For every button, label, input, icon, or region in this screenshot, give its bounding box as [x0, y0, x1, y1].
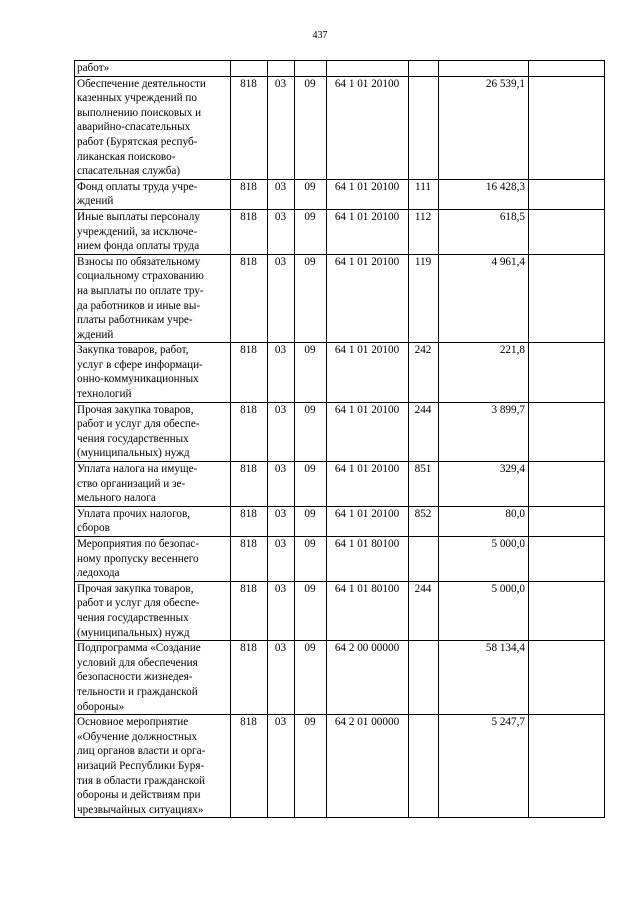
cell-name-line: платы работникам учре- — [77, 314, 193, 327]
cell-name-line: ликанская поисково- — [77, 150, 176, 163]
cell-subsection: 09 — [295, 209, 327, 254]
cell-section: 03 — [268, 402, 295, 461]
cell-empty — [529, 641, 605, 715]
cell-expense-type: 852 — [409, 506, 439, 536]
cell-name — [75, 209, 231, 254]
cell-name-line: лиц органов власти и орга- — [77, 745, 206, 758]
cell-amount: 221,8 — [439, 343, 529, 402]
cell-target-article: 64 1 01 20100 — [327, 402, 409, 461]
cell-name-line: условий для обеспечения — [77, 656, 198, 669]
cell-name-line: казенных учреждений по — [77, 92, 198, 105]
cell-empty — [529, 179, 605, 209]
cell-amount: 5 000,0 — [439, 537, 529, 582]
cell-section: 03 — [268, 179, 295, 209]
cell-ministry-code: 818 — [231, 537, 268, 582]
cell-expense-type: 244 — [409, 581, 439, 640]
table-row — [75, 581, 605, 640]
cell-name-line: тельности и гражданской — [77, 685, 198, 698]
cell-empty — [529, 343, 605, 402]
cell-name-line: Иные выплаты персоналу — [77, 210, 200, 223]
cell-section: 03 — [268, 343, 295, 402]
table-row — [75, 462, 605, 507]
cell-name-line: ждений — [77, 328, 114, 341]
cell-name-line: обороны» — [77, 700, 125, 713]
cell-name — [75, 76, 231, 179]
cell-section: 03 — [268, 76, 295, 179]
cell-ministry-code: 818 — [231, 343, 268, 402]
cell-name-line: (муниципальных) нужд — [77, 447, 190, 460]
cell-expense-type: 244 — [409, 402, 439, 461]
cell-expense-type: 851 — [409, 462, 439, 507]
cell-subsection: 09 — [295, 715, 327, 818]
cell-section: 03 — [268, 254, 295, 343]
cell-name-line: (муниципальных) нужд — [77, 626, 190, 639]
cell-name-line: спасательная служба) — [77, 165, 181, 178]
budget-table — [74, 60, 605, 818]
cell-name-line: учреждений, за исключе- — [77, 225, 198, 238]
cell-amount: 58 134,4 — [439, 641, 529, 715]
cell-amount: 3 899,7 — [439, 402, 529, 461]
cell-empty — [529, 506, 605, 536]
page-number: 437 — [312, 30, 328, 41]
cell-target-article: 64 1 01 80100 — [327, 581, 409, 640]
table-row — [75, 343, 605, 402]
cell-section: 03 — [268, 581, 295, 640]
cell-subsection: 09 — [295, 462, 327, 507]
table-row — [75, 179, 605, 209]
cell-section: 03 — [268, 462, 295, 507]
cell-empty — [529, 462, 605, 507]
cell-name-line: ледохода — [77, 567, 120, 580]
cell-name-line: аварийно-спасательных — [77, 121, 191, 134]
cell-target-article: 64 2 00 00000 — [327, 641, 409, 715]
cell-amount: 329,4 — [439, 462, 529, 507]
cell-section: 03 — [268, 537, 295, 582]
cell-ministry-code: 818 — [231, 402, 268, 461]
cell-expense-type — [409, 537, 439, 582]
cell-ministry-code: 818 — [231, 581, 268, 640]
cell-subsection: 09 — [295, 581, 327, 640]
cell-ministry-code: 818 — [231, 506, 268, 536]
cell-expense-type — [409, 641, 439, 715]
cell-target-article: 64 1 01 20100 — [327, 343, 409, 402]
cell-name-line: безопасности жизнедея- — [77, 671, 193, 684]
cell-name-line: онно-коммуникационных — [77, 373, 199, 386]
cell-amount: 5 247,7 — [439, 715, 529, 818]
cell-section: 03 — [268, 209, 295, 254]
cell-name-line: ждений — [77, 195, 114, 208]
cell-section: 03 — [268, 715, 295, 818]
cell-name-line: Прочая закупка товаров, — [77, 582, 194, 595]
cell-name-line: работ» — [77, 62, 110, 74]
cell-expense-type — [409, 76, 439, 179]
cell-name-line: на выплаты по оплате тру- — [77, 284, 204, 297]
cell-ministry-code: 818 — [231, 715, 268, 818]
cell-section — [268, 61, 295, 77]
cell-name — [75, 715, 231, 818]
cell-name-line: чения государственных — [77, 611, 189, 624]
table-row — [75, 76, 605, 179]
cell-name-line: ному пропуску весеннего — [77, 552, 199, 565]
cell-ministry-code: 818 — [231, 179, 268, 209]
cell-target-article: 64 2 01 00000 — [327, 715, 409, 818]
cell-expense-type: 119 — [409, 254, 439, 343]
cell-name-line: «Обучение должностных — [77, 730, 198, 743]
cell-name-line: чения государственных — [77, 432, 189, 445]
cell-expense-type: 112 — [409, 209, 439, 254]
cell-expense-type — [409, 61, 439, 77]
cell-amount: 26 539,1 — [439, 76, 529, 179]
cell-name — [75, 402, 231, 461]
cell-empty — [529, 537, 605, 582]
cell-name-line: нием фонда оплаты труда — [77, 240, 200, 253]
cell-ministry-code: 818 — [231, 254, 268, 343]
cell-name-line: Основное мероприятие — [77, 716, 189, 729]
cell-name — [75, 179, 231, 209]
cell-amount: 80,0 — [439, 506, 529, 536]
cell-empty — [529, 209, 605, 254]
cell-subsection: 09 — [295, 254, 327, 343]
cell-amount: 16 428,3 — [439, 179, 529, 209]
cell-amount — [439, 61, 529, 77]
cell-target-article: 64 1 01 80100 — [327, 537, 409, 582]
cell-ministry-code: 818 — [231, 462, 268, 507]
cell-name-line: Взносы по обязательному — [77, 255, 201, 268]
cell-target-article: 64 1 01 20100 — [327, 76, 409, 179]
cell-name-line: да работников и иные вы- — [77, 299, 201, 312]
cell-name-line: Закупка товаров, работ, — [77, 344, 189, 357]
cell-name-line: тия в области гражданской — [77, 774, 206, 787]
cell-target-article: 64 1 01 20100 — [327, 209, 409, 254]
cell-empty — [529, 715, 605, 818]
cell-name-line: выполнению поисковых и — [77, 106, 202, 119]
cell-name — [75, 61, 231, 77]
cell-target-article: 64 1 01 20100 — [327, 254, 409, 343]
cell-name-line: Уплата налога на имуще- — [77, 463, 198, 476]
cell-subsection — [295, 61, 327, 77]
cell-name-line: Уплата прочих налогов, — [77, 507, 191, 520]
cell-target-article: 64 1 01 20100 — [327, 179, 409, 209]
cell-empty — [529, 254, 605, 343]
cell-name-line: Прочая закупка товаров, — [77, 403, 194, 416]
cell-subsection: 09 — [295, 76, 327, 179]
table-row — [75, 254, 605, 343]
table-row — [75, 641, 605, 715]
cell-name-line: низаций Республики Буря- — [77, 759, 205, 772]
cell-subsection: 09 — [295, 506, 327, 536]
cell-expense-type: 111 — [409, 179, 439, 209]
cell-name-line: работ и услуг для обеспе- — [77, 597, 200, 610]
cell-amount: 618,5 — [439, 209, 529, 254]
table-row — [75, 715, 605, 818]
cell-section: 03 — [268, 641, 295, 715]
cell-name-line: социальному страхованию — [77, 270, 204, 283]
table-row — [75, 537, 605, 582]
table-row — [75, 61, 605, 77]
cell-name-line: Фонд оплаты труда учре- — [77, 180, 198, 193]
cell-ministry-code: 818 — [231, 641, 268, 715]
cell-subsection: 09 — [295, 641, 327, 715]
cell-target-article — [327, 61, 409, 77]
cell-ministry-code: 818 — [231, 76, 268, 179]
cell-ministry-code: 818 — [231, 209, 268, 254]
cell-name-line: Подпрограмма «Создание — [77, 642, 201, 655]
cell-amount: 5 000,0 — [439, 581, 529, 640]
cell-name — [75, 254, 231, 343]
cell-name-line: ство организаций и зе- — [77, 477, 186, 490]
cell-name-line: чрезвычайных ситуациях» — [77, 803, 204, 816]
cell-empty — [529, 402, 605, 461]
cell-name — [75, 581, 231, 640]
cell-name — [75, 506, 231, 536]
cell-subsection: 09 — [295, 343, 327, 402]
cell-name-line: мельного налога — [77, 492, 156, 505]
cell-amount: 4 961,4 — [439, 254, 529, 343]
cell-target-article: 64 1 01 20100 — [327, 462, 409, 507]
table-row — [75, 506, 605, 536]
cell-empty — [529, 61, 605, 77]
cell-subsection: 09 — [295, 402, 327, 461]
cell-name-line: обороны и действиям при — [77, 789, 201, 802]
cell-name-line: работ (Бурятская респуб- — [77, 135, 198, 148]
cell-section: 03 — [268, 506, 295, 536]
cell-name-line: технологий — [77, 388, 132, 401]
table-row — [75, 402, 605, 461]
cell-target-article: 64 1 01 20100 — [327, 506, 409, 536]
cell-subsection: 09 — [295, 537, 327, 582]
cell-name-line: услуг в сфере информаци- — [77, 358, 203, 371]
cell-expense-type: 242 — [409, 343, 439, 402]
cell-name — [75, 462, 231, 507]
cell-empty — [529, 76, 605, 179]
cell-ministry-code — [231, 61, 268, 77]
cell-subsection: 09 — [295, 179, 327, 209]
cell-name-line: Обеспечение деятельности — [77, 77, 206, 90]
cell-expense-type — [409, 715, 439, 818]
cell-name-line: сборов — [77, 522, 110, 535]
cell-name-line: Мероприятия по безопас- — [77, 538, 200, 550]
cell-name — [75, 641, 231, 715]
table-row — [75, 209, 605, 254]
cell-empty — [529, 581, 605, 640]
cell-name — [75, 343, 231, 402]
cell-name-line: работ и услуг для обеспе- — [77, 418, 200, 431]
cell-name — [75, 537, 231, 582]
